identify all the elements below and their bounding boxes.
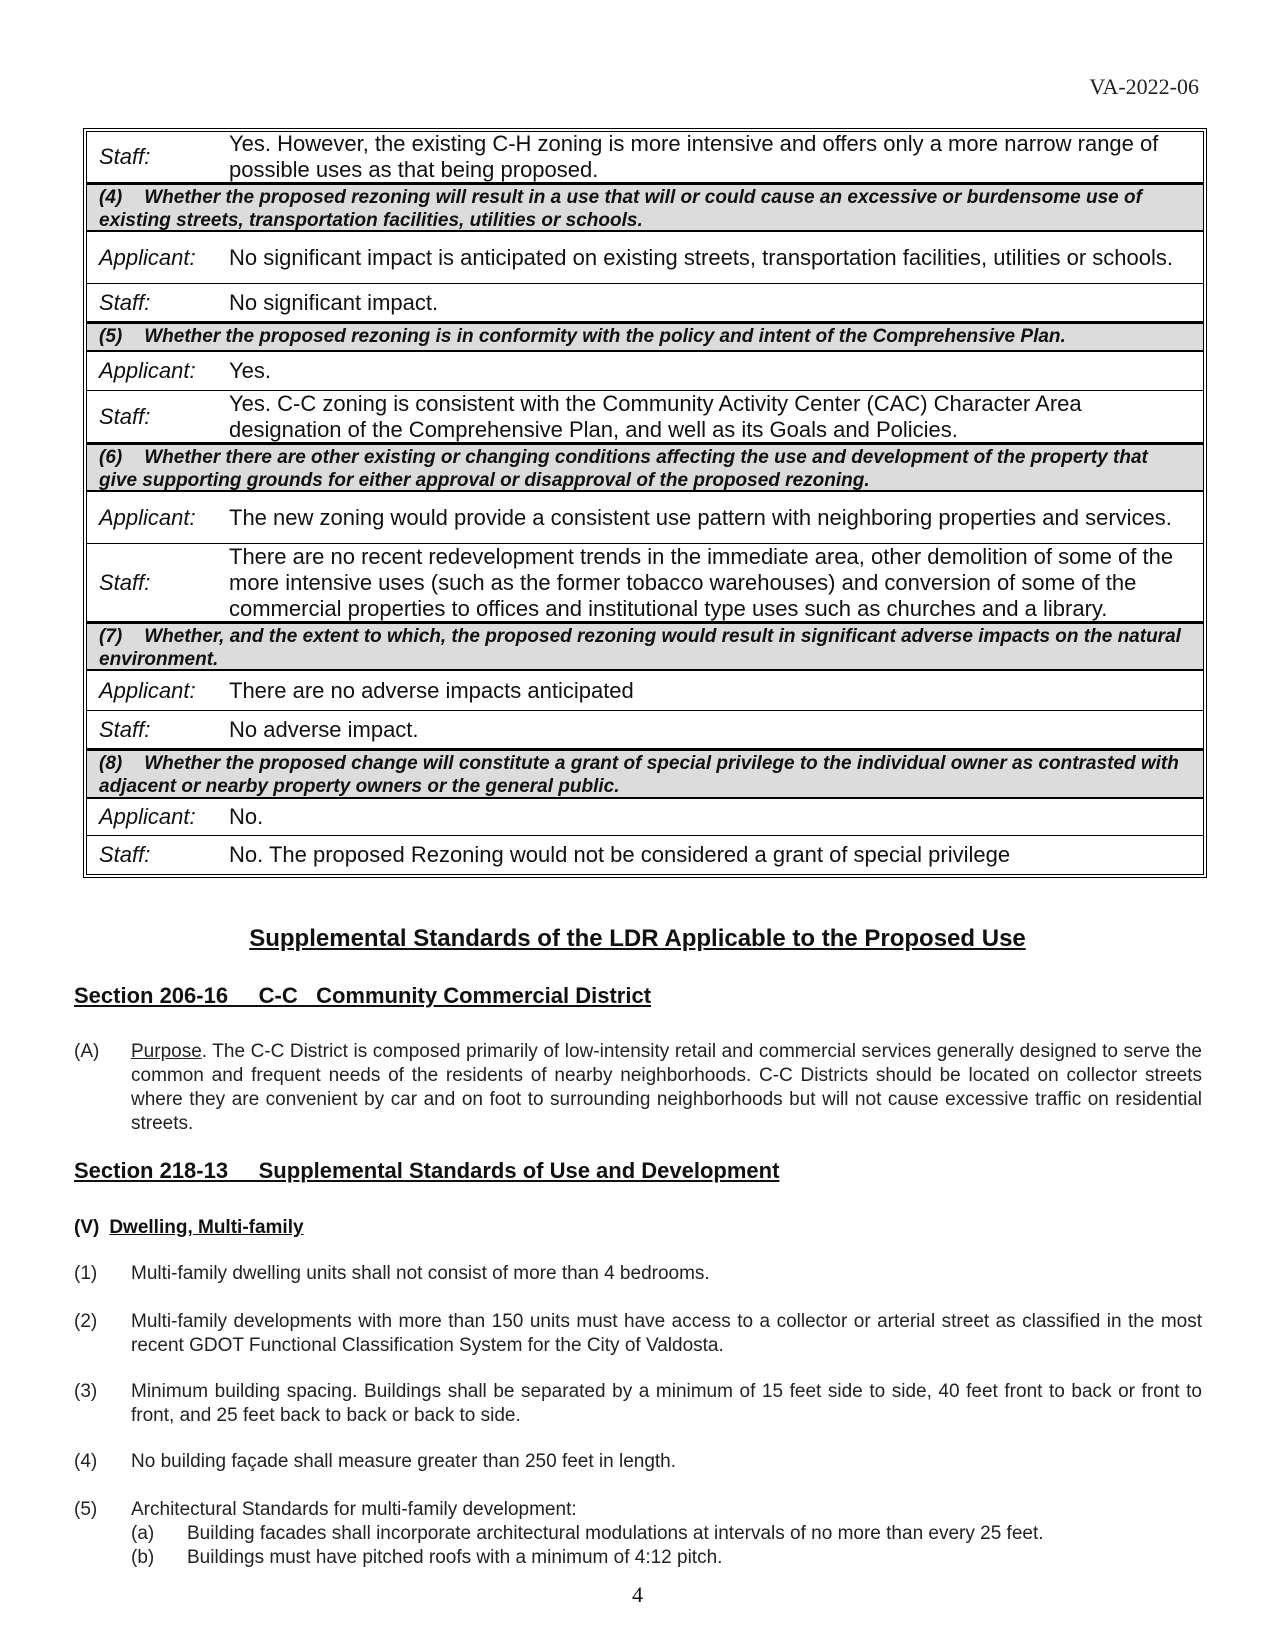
party-label: Staff: — [99, 403, 151, 429]
answer-text: No significant impact is anticipated on existing streets, transportation facilities, utilities or schools. — [229, 244, 1173, 270]
answer-text: Yes. However, the existing C-H zoning is more intensive and offers only a more narrow range of possible uses as that being proposed. — [229, 131, 1159, 182]
criterion-question-6 — [87, 443, 1203, 492]
criterion-number: (6) — [99, 447, 123, 468]
party-label: Applicant: — [99, 504, 196, 530]
criterion-number: (5) — [99, 326, 123, 347]
answer-text: No. The proposed Rezoning would not be considered a grant of special privilege — [229, 842, 1011, 867]
answer-text: Yes. — [229, 358, 272, 383]
criterion-text: Whether there are other existing or changing conditions affecting the use and development of the property that give supporting grounds for either approval or disapproval of the proposed rezoning. — [99, 447, 1148, 491]
party-label: Staff: — [99, 569, 151, 595]
subsection-title: Dwelling, Multi-family — [109, 1217, 304, 1238]
table-row — [87, 711, 1203, 749]
purpose-paragraph — [74, 1040, 1202, 1136]
list-item — [74, 1498, 1202, 1570]
list-item — [74, 1380, 1202, 1428]
answer-text: No adverse impact. — [229, 716, 419, 742]
section-218-13-heading: Section 218-13 Supplemental Standards of Use and Development — [74, 1158, 780, 1183]
subitem-text: Buildings must have pitched roofs with a minimum of 4:12 pitch. — [187, 1547, 723, 1568]
list-item — [74, 1310, 1202, 1358]
purpose-label: Purpose — [131, 1041, 202, 1062]
item-marker: (1) — [74, 1263, 98, 1284]
criterion-text: Whether, and the extent to which, the proposed rezoning would result in significant adverse impacts on the natural environment. — [99, 626, 1181, 670]
item-text: Architectural Standards for multi-family development: — [131, 1499, 577, 1520]
purpose-text: . The C-C District is composed primarily of low-intensity retail and commercial services generally designed to serve the common and frequent needs of the residents of nearby neighborhoods. C-C Districts should be located on collector streets where they are convenient by car and on foot to surrounding neighborhoods but will not cause excessive traffic on residential streets. — [131, 1041, 1202, 1134]
subitem-marker: (a) — [131, 1523, 155, 1544]
answer-text: No significant impact. — [229, 289, 439, 315]
party-label: Applicant: — [99, 244, 196, 270]
answer-text: Yes. C-C zoning is consistent with the Community Activity Center (CAC) Character Area designation of the Comprehensive Plan, and well as its Goals and Policies. — [229, 390, 1082, 442]
criterion-number: (8) — [99, 753, 123, 774]
table-row — [87, 284, 1203, 322]
party-label: Staff: — [99, 144, 151, 169]
criterion-text: Whether the proposed rezoning is in conformity with the policy and intent of the Comprehensive Plan. — [144, 326, 1066, 347]
table-row — [87, 132, 1203, 183]
supplemental-standards-heading: Supplemental Standards of the LDR Applicable to the Proposed Use — [249, 925, 1026, 952]
item-marker: (4) — [74, 1451, 98, 1472]
table-row — [87, 836, 1203, 874]
party-label: Staff: — [99, 716, 151, 742]
table-row — [87, 391, 1203, 443]
party-label: Staff: — [99, 842, 151, 867]
table-row — [87, 799, 1203, 836]
party-label: Applicant: — [99, 677, 196, 703]
table-row — [87, 544, 1203, 622]
subitem-marker: (b) — [131, 1547, 155, 1568]
item-text: Multi-family dwelling units shall not consist of more than 4 bedrooms. — [131, 1263, 710, 1284]
party-label: Applicant: — [99, 804, 196, 829]
criterion-number: (7) — [99, 626, 123, 647]
dwelling-multifamily-heading — [74, 1217, 304, 1239]
subsection-marker: (V) — [74, 1217, 100, 1238]
page-number: 4 — [632, 1582, 643, 1607]
table-row — [87, 671, 1203, 711]
answer-text: No. — [229, 804, 264, 829]
section-206-16-heading: Section 206-16 C-C Community Commercial District — [74, 983, 652, 1008]
criterion-question-5 — [87, 322, 1203, 352]
party-label: Staff: — [99, 289, 151, 315]
item-marker: (2) — [74, 1311, 98, 1332]
answer-text: The new zoning would provide a consistent use pattern with neighboring properties and services. — [229, 504, 1172, 530]
item-marker: (5) — [74, 1499, 98, 1520]
document-id: VA-2022-06 — [1089, 74, 1199, 99]
criterion-question-8 — [87, 749, 1203, 799]
subitem-text: Building facades shall incorporate architectural modulations at intervals of no more than every 25 feet. — [187, 1523, 1044, 1544]
answer-text: There are no recent redevelopment trends in the immediate area, other demolition of some of the more intensive uses (such as the former tobacco warehouses) and conversion of some of the commercial properties to offices and institutional type uses such as churches and a library. — [229, 543, 1174, 621]
answer-text: There are no adverse impacts anticipated — [229, 677, 634, 703]
item-marker: (A) — [74, 1041, 100, 1062]
table-row — [87, 492, 1203, 544]
table-row — [87, 352, 1203, 391]
sub-list-item — [131, 1546, 1202, 1570]
criterion-text: Whether the proposed rezoning will result in a use that will or could cause an excessive or burdensome use of existing streets, transportation facilities, utilities or schools. — [99, 187, 1142, 231]
rezoning-criteria-table — [86, 131, 1204, 875]
list-item — [74, 1450, 1202, 1474]
criterion-number: (4) — [99, 187, 123, 208]
criterion-text: Whether the proposed change will constitute a grant of special privilege to the individual owner as contrasted with adjacent or nearby property owners or the general public. — [99, 753, 1179, 797]
item-text: Multi-family developments with more than 150 units must have access to a collector or arterial street as classified in the most recent GDOT Functional Classification System for the City of Valdosta. — [131, 1311, 1202, 1356]
criterion-question-4 — [87, 183, 1203, 232]
party-label: Applicant: — [99, 358, 196, 383]
table-row — [87, 232, 1203, 284]
item-text: Minimum building spacing. Buildings shall be separated by a minimum of 15 feet side to side, 40 feet front to back or front to front, and 25 feet back to back or back to side. — [131, 1381, 1202, 1426]
item-marker: (3) — [74, 1381, 98, 1402]
criterion-question-7 — [87, 622, 1203, 671]
item-text: No building façade shall measure greater than 250 feet in length. — [131, 1451, 677, 1472]
list-item — [74, 1262, 1202, 1286]
sub-list-item — [131, 1522, 1202, 1546]
